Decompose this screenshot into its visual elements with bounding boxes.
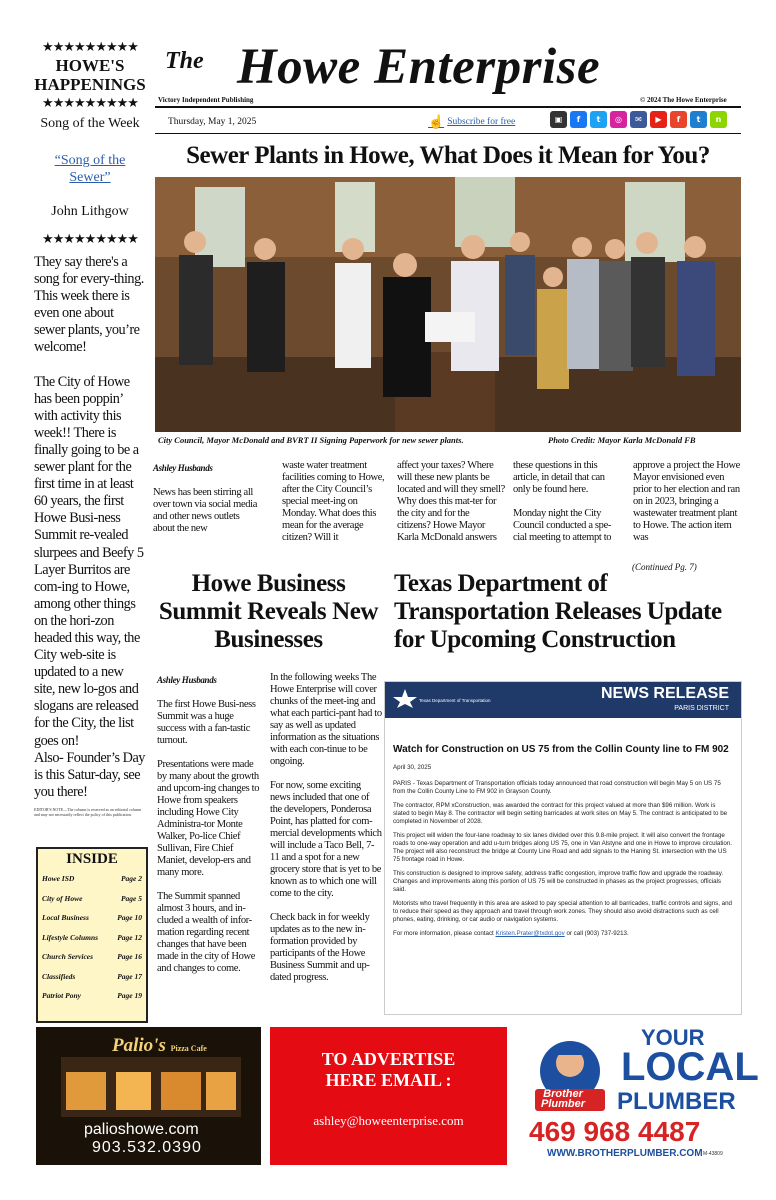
palio-sign-name: Palio's — [112, 1035, 166, 1056]
lead-text: waste water treatment facilities coming to Howe, after the City Council’s special meet-ing on Monday. What does this mean for the average citizen? Will it — [282, 460, 385, 543]
summit-text: For now, some exciting news included that one of the developers, Ponderosa Point, has platted for com-mercial developments which will include a Taco Bell, 7-11 and a spot for a new grocery store that is yet to be known as to which one will come to the city. — [270, 780, 382, 899]
song-title-link[interactable]: “Song of the Sewer” — [54, 153, 126, 185]
plumber-brand-2: Plumber — [540, 1098, 585, 1110]
advertise-line-1: TO ADVERTISE — [321, 1049, 456, 1069]
lead-headline: Sewer Plants in Howe, What Does it Mean for You? — [186, 142, 710, 169]
nextdoor-icon[interactable]: n — [710, 111, 727, 128]
release-contact — [393, 930, 733, 938]
lead-photo — [155, 177, 741, 432]
lead-column-5 — [633, 460, 743, 556]
social-icons — [550, 111, 727, 128]
summit-byline: Ashley Husbands — [157, 675, 217, 685]
palio-url[interactable]: palioshowe.com — [84, 1121, 199, 1138]
inside-page: Page 17 — [117, 971, 142, 981]
txdot-news-release — [384, 681, 742, 1015]
inside-page: Page 12 — [117, 932, 142, 942]
summit-column-1 — [157, 674, 263, 987]
photo-credit: Photo Credit: Mayor Karla McDonald FB — [548, 435, 696, 445]
release-date: April 30, 2025 — [393, 764, 432, 771]
contact-suffix: or call (903) 737-9213. — [566, 930, 629, 937]
txdot-headline: Texas Department of Transportation Releases Update for Upcoming Construction — [394, 570, 722, 653]
release-paragraph: This construction is designed to improve safety, address traffic congestion, improve traffic flow and upgrade the roadway. Changes and improvements along this portion of US 75 will be constructed in phases as the project progresses, officials said. — [393, 870, 724, 893]
hand-pointer-icon: ☝ — [428, 114, 445, 129]
inside-section: Local Business — [42, 913, 89, 922]
song-of-week-label: Song of the Week — [40, 116, 140, 131]
header-bottom-rule — [155, 133, 741, 134]
release-paragraph: This project will widen the four-lane roadway to six lanes divided over this 9.8-mile project. It will also convert the frontage roads to one-way operation and add u-turn bridges along US 75, one in Van Alstyne and one in Howe to improve circulation. The project will also reconstruct the bridge at County Line Road and add signals to the Haning St. intersection with the US 75 frontage road in Howe. — [393, 832, 733, 863]
palio-sign — [112, 1035, 207, 1057]
lead-column-3 — [397, 460, 505, 556]
contact-prefix: For more information, please contact — [393, 930, 494, 937]
inside-section: City of Howe — [42, 893, 83, 903]
council-signing-photo — [155, 177, 741, 432]
inside-page: Page 10 — [117, 913, 142, 922]
advertise-email[interactable]: ashley@howeenterprise.com — [313, 1113, 464, 1128]
sidebar-paragraph: The City of Howe has been poppin’ with activity this week!! There is finally going to be a sewer plant for the first time in at least 60 years, the first Howe Busi-ness Summit re-vealed slurpees and Beefy 5 Layer Burritos are com-ing to Howe, among other things on the hori-zon headed this way, the City web-site is updated to a new site, new lo-gos and slogans are released for the City, the list goes on! — [34, 373, 144, 749]
release-paragraph: PARIS - Texas Department of Transportation officials today announced that road construction will begin May 5 on US 75 from the Collin County Line to FM 902 in Grayson County. — [393, 780, 721, 795]
release-header-bar — [385, 682, 741, 718]
song-artist: John Lithgow — [51, 204, 129, 219]
tumblr-icon[interactable]: t — [690, 111, 707, 128]
lead-text: Monday night the City Council conducted a spe-cial meeting to attempt to — [513, 508, 612, 543]
plumber-url[interactable]: WWW.BROTHERPLUMBER.COM — [547, 1148, 703, 1159]
stars-divider: ★★★★★★★★★ — [42, 95, 138, 110]
plumber-your: YOUR — [641, 1025, 705, 1050]
facebook-icon[interactable]: f — [570, 111, 587, 128]
plumber-license: M-43809 — [703, 1151, 723, 1157]
twitter-icon[interactable]: t — [590, 111, 607, 128]
lead-text: these questions in this article, in detail that can only be found here. — [513, 460, 605, 495]
summit-text: The first Howe Busi-ness Summit was a huge success with a fan-tastic turnout. — [157, 699, 256, 746]
continued-note: (Continued Pg. 7) — [632, 562, 697, 572]
copyright-notice: © 2024 The Howe Enterprise — [640, 96, 727, 104]
sidebar-paragraph: They say there's a song for every-thing. This week there is even one about sewer plants, you’re welcome! — [34, 254, 144, 356]
top-rule — [155, 106, 741, 108]
summit-text: In the following weeks The Howe Enterprise will cover chunks of the meet-ing and what each partici-pant had to say as well as updated information as the situations with each con-tinue to be ongoing. — [270, 672, 382, 767]
photo-caption: City Council, Mayor McDonald and BVRT II Signing Paperwork for new sewer plants. — [158, 435, 464, 445]
sidebar-body — [34, 254, 146, 801]
plumber-brand — [533, 1089, 593, 1109]
inside-item[interactable] — [42, 894, 142, 903]
masthead-the: The — [165, 48, 204, 74]
brother-plumber-ad[interactable] — [517, 1025, 759, 1165]
release-paragraph: The contractor, RPM xConstruction, was awarded the contract for this project valued at more than $96 million. Work is slated to begin May 8. The contractor will begin setting barricades at work sites on May 5. The contract is anticipated to be completed in November of 2028. — [393, 802, 728, 825]
palios-pizza-ad[interactable] — [36, 1027, 261, 1165]
inside-title: INSIDE — [66, 851, 118, 867]
inside-section: Church Services — [42, 952, 94, 961]
release-paragraph: Motorists who travel frequently in this area are asked to pay special attention to all barricades, traffic controls and signs, and to reduce their speed as they approach and travel through work zones. They should also avoid distractions such as cell phones, eating, drinking, or car audio or navigation systems. — [393, 900, 733, 923]
inside-page: Page 5 — [120, 893, 142, 903]
inside-section: Classifieds — [42, 971, 76, 981]
lead-text: News has been stirring all over town via social media and other news outlets about the new — [153, 487, 258, 534]
advertise-line-2: HERE EMAIL : — [325, 1070, 452, 1090]
release-title: NEWS RELEASE — [600, 685, 729, 702]
subscribe-link[interactable] — [428, 114, 515, 130]
editor-note: EDITOR'S NOTE—The column is reserved as an editorial column and may not necessarily reflect the policy of this publication. — [34, 806, 142, 817]
sidebar-paragraph: Also- Founder’s Day is this Satur-day, see you there! — [34, 749, 145, 800]
instagram-icon[interactable]: ◎ — [610, 111, 627, 128]
release-department: Texas Department of Transportation — [419, 697, 491, 703]
release-body — [393, 764, 733, 938]
inside-page: Page 16 — [117, 952, 142, 961]
plumber-phone[interactable]: 469 968 4487 — [529, 1116, 701, 1147]
palio-phone[interactable]: 903.532.0390 — [92, 1139, 202, 1156]
summit-column-2 — [270, 672, 382, 996]
inside-page: Page 19 — [117, 991, 142, 1000]
email-icon[interactable]: ✉ — [630, 111, 647, 128]
masthead-title: Howe Enterprise — [237, 39, 601, 95]
palio-sign-sub: Pizza Cafe — [170, 1044, 207, 1053]
fetch-icon[interactable]: f — [670, 111, 687, 128]
lead-column-4 — [513, 460, 621, 556]
happenings-title: HOWE'S HAPPENINGS — [34, 56, 146, 94]
publisher-name: Victory Independent Publishing — [158, 96, 254, 104]
stars-divider: ★★★★★★★★★ — [42, 231, 138, 246]
inside-item[interactable] — [42, 972, 142, 981]
lead-byline: Ashley Husbands — [153, 463, 213, 473]
inside-item[interactable] — [42, 933, 142, 942]
inside-section: Patriot Pony — [42, 991, 81, 1000]
inside-item[interactable] — [42, 991, 142, 1000]
summit-text: The Summit spanned almost 3 hours, and in-cluded a wealth of infor-mation regarding recent changes that have been made in the city of Howe and changes to come. — [157, 891, 256, 974]
subscribe-label: Subscribe for free — [447, 117, 516, 127]
issue-date: Thursday, May 1, 2025 — [168, 117, 257, 127]
plumber-local: LOCAL — [621, 1045, 759, 1089]
summit-text: Presentations were made by many about the growth and upcom-ing changes to Howe from speakers including Howe City Administra-tor Monte Walker, Po-lice Chief Sullivan, Fire Chief Maniet, develop-ers and many more. — [157, 759, 260, 878]
howes-happenings-sidebar — [34, 40, 146, 817]
youtube-icon[interactable]: ▶ — [650, 111, 667, 128]
release-heading: Watch for Construction on US 75 from the Collin County line to FM 902 — [393, 744, 729, 755]
contact-email-link[interactable]: Kristen.Prater@txdot.gov — [495, 930, 565, 937]
advertise-here-ad[interactable] — [270, 1027, 507, 1165]
image-icon[interactable]: ▣ — [550, 111, 567, 128]
summit-headline: Howe Business Summit Reveals New Businesses — [158, 570, 379, 653]
summit-text: Check back in for weekly updates as to the new in-formation provided by participants of the Howe Business Summit and up-dated progress. — [270, 912, 370, 983]
inside-section: Howe ISD — [42, 874, 75, 883]
plumber-plumber: PLUMBER — [617, 1088, 736, 1115]
inside-page: Page 2 — [120, 874, 142, 883]
lead-text: approve a project the Howe Mayor envisioned even prior to her election and ran on in 2023, bringing a wastewater treatment plant to Howe. The action item was — [633, 460, 740, 543]
inside-section: Lifestyle Columns — [42, 932, 99, 942]
inside-item[interactable] — [42, 913, 142, 922]
lead-column-2 — [282, 460, 387, 556]
lead-column-1 — [153, 462, 263, 547]
inside-item[interactable] — [42, 874, 142, 883]
lead-text: affect your taxes? Where will these new plants be located and will they smell? Why does this mat-ter for the city and for the citizens? Howe Mayor Karla McDonald answers — [397, 460, 505, 543]
inside-item[interactable] — [42, 952, 142, 961]
release-district: PARIS DISTRICT — [674, 705, 729, 712]
stars-divider: ★★★★★★★★★ — [42, 39, 138, 54]
txdot-logo-icon — [391, 688, 419, 708]
plumber-brand-1: Brother — [543, 1088, 583, 1100]
inside-index-box — [36, 847, 148, 1023]
